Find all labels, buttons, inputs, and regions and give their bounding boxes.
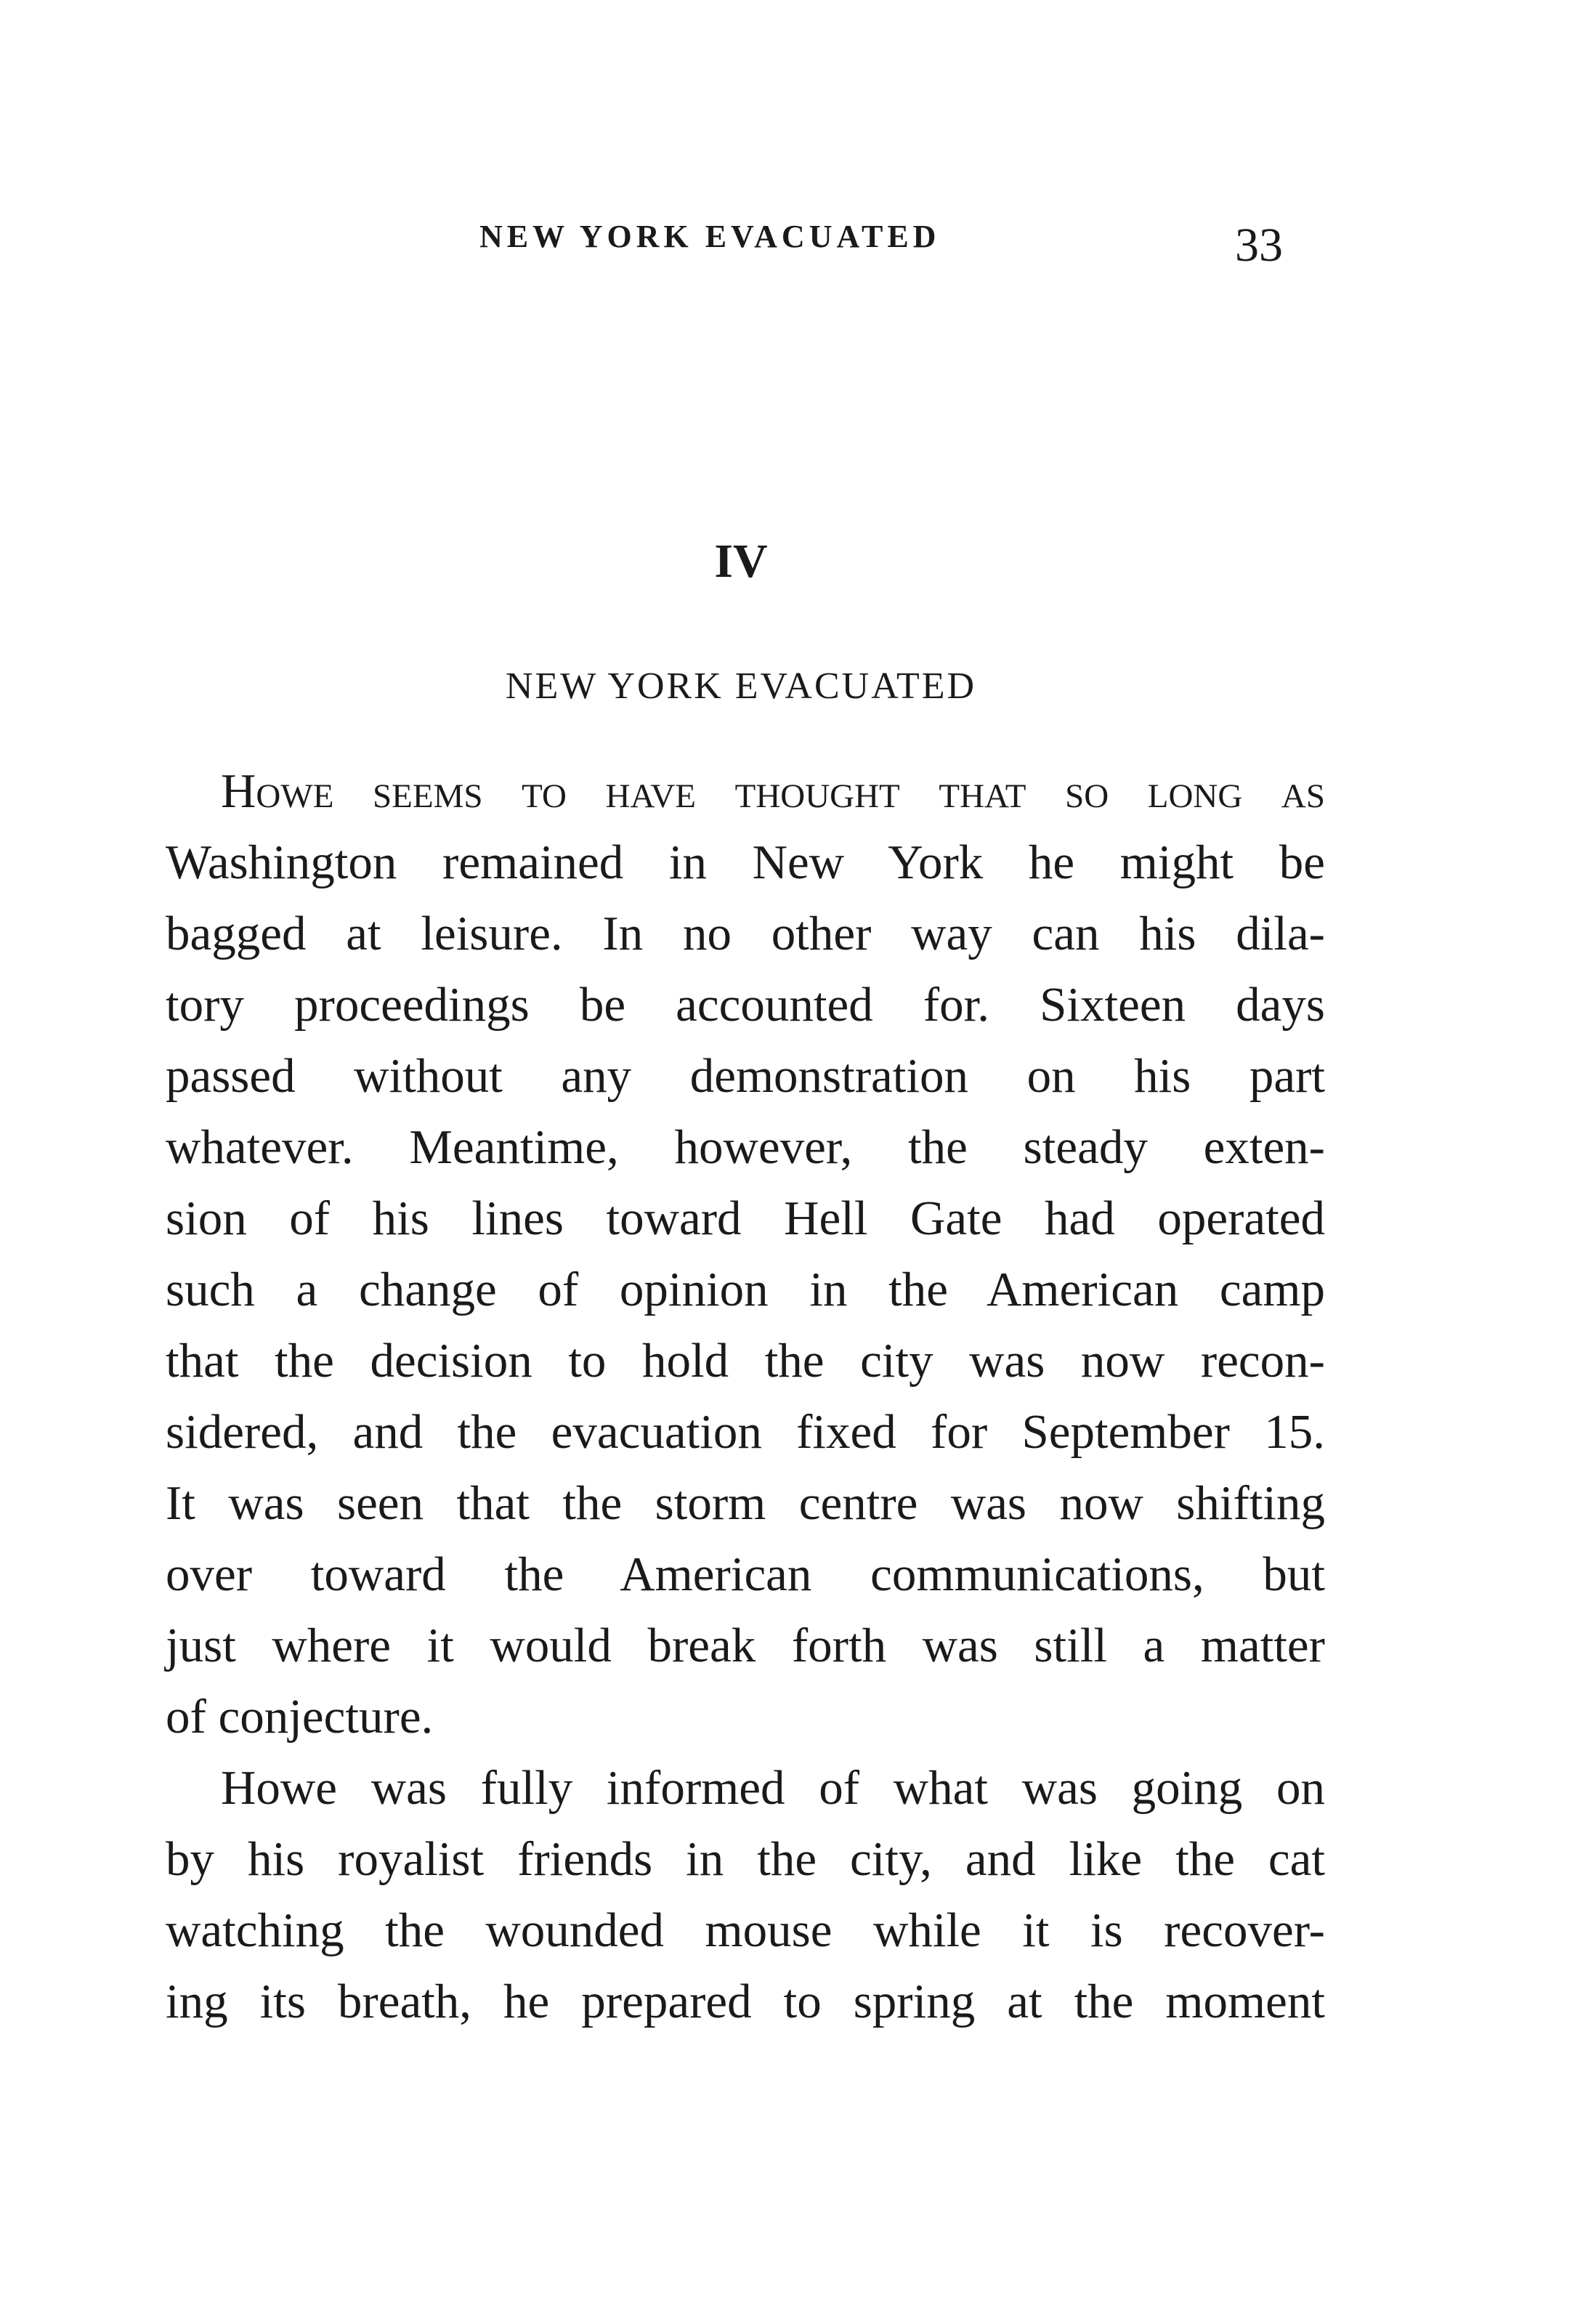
text-line: passed without any demonstration on his part bbox=[166, 1049, 1325, 1103]
text-line: ing its breath, he prepared to spring at the moment bbox=[166, 1975, 1325, 2028]
text-line: watching the wounded mouse while it is recover- bbox=[166, 1903, 1325, 1957]
body-text bbox=[166, 756, 1325, 2037]
text-line: sion of his lines toward Hell Gate had operated bbox=[166, 1191, 1325, 1245]
running-header-title: NEW YORK EVACUATED bbox=[479, 219, 941, 254]
text-line: bagged at leisure. In no other way can his dila- bbox=[166, 907, 1325, 960]
text-line: tory proceedings be accounted for. Sixteen days bbox=[166, 978, 1325, 1032]
text-line: Washington remained in New York he might be bbox=[166, 835, 1325, 889]
text-line: It was seen that the storm centre was now shifting bbox=[166, 1476, 1325, 1530]
text-line: sidered, and the evacuation fixed for September 15. bbox=[166, 1405, 1325, 1459]
text-line: Howe seems to have thought that so long as bbox=[221, 764, 1325, 818]
text-line: that the decision to hold the city was now recon- bbox=[166, 1334, 1325, 1388]
text-line: such a change of opinion in the American camp bbox=[166, 1263, 1325, 1316]
text-line: of conjecture. bbox=[166, 1690, 434, 1744]
page-number: 33 bbox=[1235, 219, 1283, 272]
chapter-number: IV bbox=[714, 535, 768, 588]
text-line: over toward the American communications, but bbox=[166, 1547, 1325, 1601]
text-line: just where it would break forth was still a matter bbox=[166, 1619, 1325, 1672]
text-line: by his royalist friends in the city, and like the cat bbox=[166, 1832, 1325, 1886]
text-line: whatever. Meantime, however, the steady exten- bbox=[166, 1120, 1325, 1174]
chapter-title: NEW YORK EVACUATED bbox=[505, 665, 977, 707]
text-line: Howe was fully informed of what was going on bbox=[221, 1761, 1325, 1815]
